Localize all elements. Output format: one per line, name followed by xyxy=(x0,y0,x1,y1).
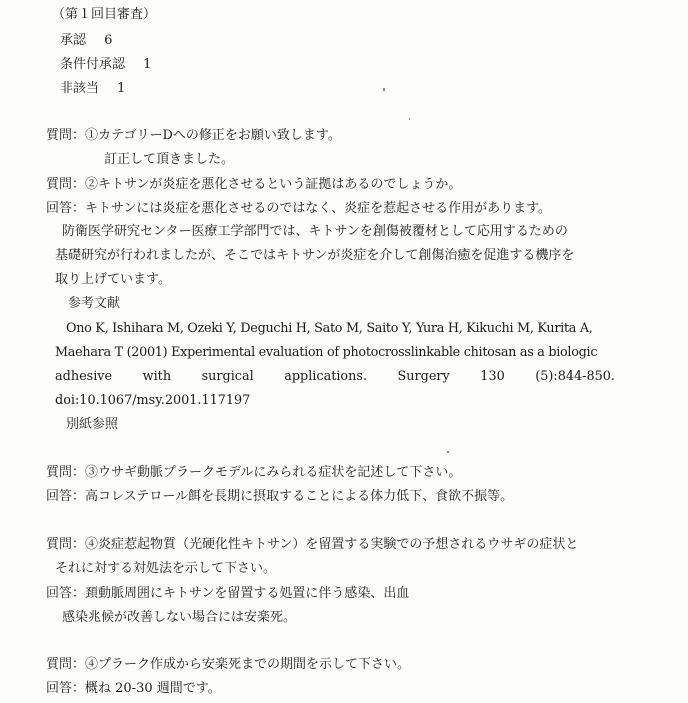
attachment-note: 別紙参照 xyxy=(66,417,119,432)
question-5: 質問：④プラーク作成から安楽死までの期間を示して下さい。 xyxy=(46,657,411,672)
reference-word: applications. xyxy=(284,369,368,384)
tally-value: 1 xyxy=(117,81,126,96)
question-2: 質問：②キトサンが炎症を悪化させるという証拠はあるのでしょうか。 xyxy=(46,177,462,192)
answer-2-paragraph-line: 防衛医学研究センター医療工学部門では、キトサンを創傷被覆材として応用するための xyxy=(62,224,568,239)
reference-word: 130 xyxy=(480,369,505,384)
tally-value: 1 xyxy=(143,57,152,72)
question-4-continued: それに対する対処法を示して下さい。 xyxy=(55,561,277,576)
review-round-heading: （第１回目審査） xyxy=(52,7,157,22)
reference-text: Ono K, Ishihara M, Ozeki Y, Deguchi H, Sato M, Saito Y, Yura H, Kikuchi M, Kurita A, xyxy=(66,321,593,336)
answer-2-paragraph-line: 基礎研究が行われましたが、そこではキトサンが炎症を介して創傷治癒を促進する機序を xyxy=(55,248,575,263)
scan-speck xyxy=(383,88,385,91)
question-1: 質問：①カテゴリーDへの修正をお願い致します。 xyxy=(46,128,341,143)
tally-label: 条件付承認 xyxy=(60,57,126,72)
answer-5: 回答：概ね 20-30 週間です。 xyxy=(46,681,221,696)
scan-speck xyxy=(409,118,410,120)
answer-1: 訂正して頂きました。 xyxy=(104,152,235,167)
answer-3: 回答：高コレステロール餌を長期に摂取することによる体力低下、食欲不振等。 xyxy=(46,489,514,504)
reference-word: Surgery xyxy=(397,369,450,384)
reference-doi: doi:10.1067/msy.2001.117197 xyxy=(55,393,251,408)
question-4: 質問：④炎症惹起物質（光硬化性キトサン）を留置する実験での予想されるウサギの症状と xyxy=(46,537,579,552)
scan-speck xyxy=(447,451,449,453)
reference-word: surgical xyxy=(201,369,254,384)
tally-label: 承認 xyxy=(60,33,87,48)
answer-4-continued: 感染兆候が改善しない場合には安楽死。 xyxy=(62,610,297,625)
tally-value: 6 xyxy=(104,33,113,48)
tally-approved xyxy=(60,32,112,50)
reference-text-justified xyxy=(55,368,615,386)
reference-word: with xyxy=(142,369,172,384)
question-3: 質問：③ウサギ動脈プラークモデルにみられる症状を記述して下さい。 xyxy=(46,465,462,480)
answer-2: 回答：キトサンには炎症を悪化させるのではなく、炎症を惹起させる作用があります。 xyxy=(46,201,552,216)
tally-label: 非該当 xyxy=(60,81,100,96)
references-heading: 参考文献 xyxy=(68,296,121,311)
answer-2-paragraph-line: 取り上げています。 xyxy=(55,272,171,287)
answer-4: 回答：頚動脈周囲にキトサンを留置する処置に伴う感染、出血 xyxy=(46,586,410,601)
tally-not-applicable xyxy=(60,80,125,98)
reference-text: Maehara T (2001) Experimental evaluation of photocrosslinkable chitosan as a biologic xyxy=(55,345,598,360)
tally-conditional xyxy=(60,56,151,74)
reference-word: adhesive xyxy=(55,369,113,384)
reference-word: (5):844-850. xyxy=(535,369,615,384)
